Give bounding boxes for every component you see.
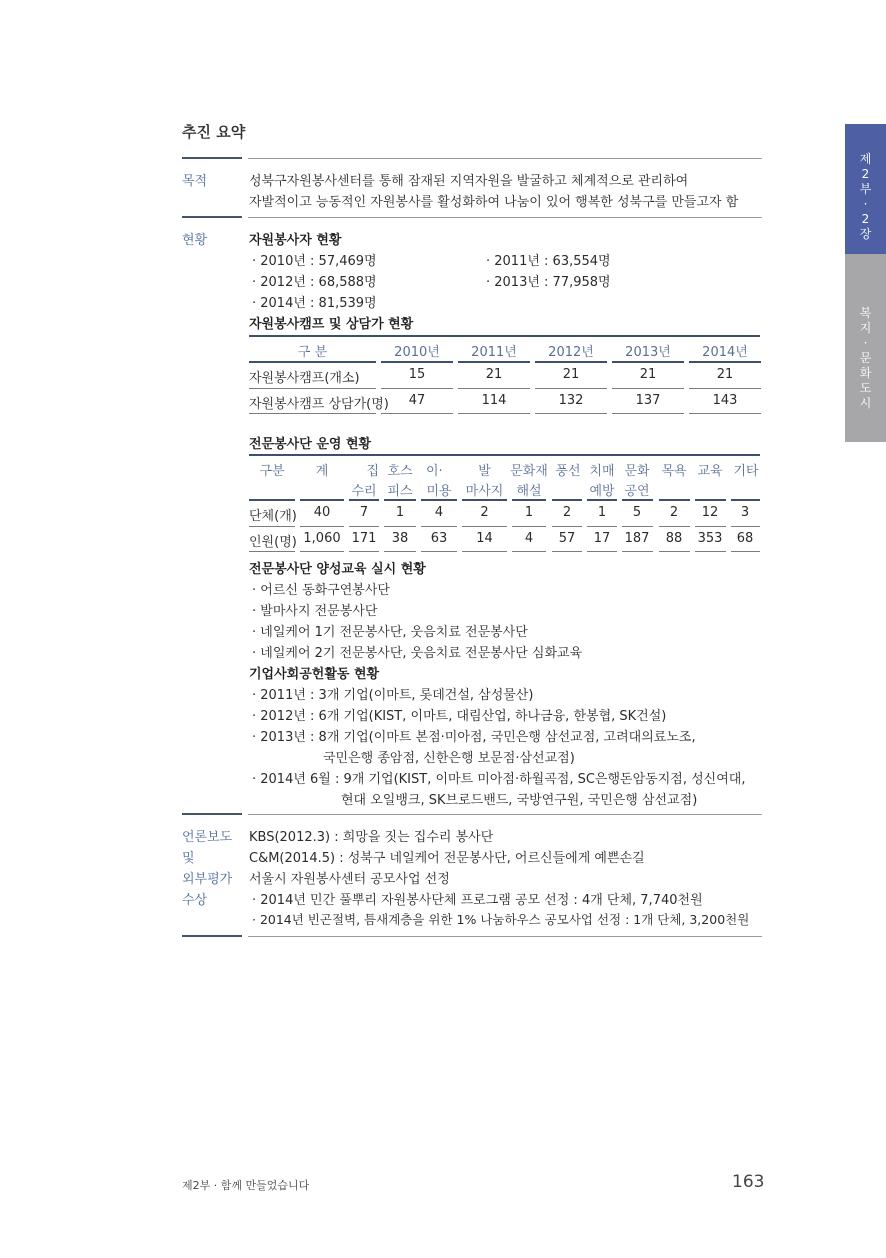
row-rule	[612, 413, 684, 414]
row-rule	[300, 551, 344, 552]
row-rule	[249, 388, 376, 389]
header-rule	[612, 361, 684, 363]
pro-header: 목욕	[661, 464, 687, 479]
pro-cell: 2	[562, 505, 572, 520]
camp-cell: 21	[562, 367, 580, 382]
pro-cell: 187	[624, 531, 650, 546]
camp-cell: 15	[408, 367, 426, 382]
row-rule	[249, 551, 295, 552]
header-rule	[249, 499, 295, 501]
page-number: 163	[732, 1172, 765, 1192]
row-rule	[300, 526, 344, 527]
pro-header-2: 예방	[589, 484, 615, 499]
press-label: 언론보도	[182, 830, 233, 845]
camp-cell: 21	[639, 367, 657, 382]
camp-cell: 21	[485, 367, 503, 382]
row-rule	[381, 388, 453, 389]
header-rule	[622, 499, 653, 501]
pro-cell: 353	[697, 531, 723, 546]
csr-item-cont: 현대 오일뱅크, SK브로드밴드, 국방연구원, 국민은행 삼선교점)	[341, 793, 698, 808]
pro-team-heading: 전문봉사단 운영 현황	[249, 437, 372, 452]
camp-cell: 137	[635, 393, 661, 408]
pro-header: 계	[315, 464, 329, 479]
pro-cell: 12	[701, 505, 719, 520]
pro-cell: 171	[351, 531, 377, 546]
pro-row-label: 단체(개)	[249, 509, 297, 524]
camp-header-cell: 구 분	[297, 345, 328, 360]
section-rule-label	[182, 216, 242, 218]
purpose-label: 목적	[182, 174, 208, 189]
pro-header: 집	[366, 464, 379, 479]
header-rule	[249, 361, 376, 363]
csr-heading: 기업사회공헌활동 현황	[249, 667, 380, 682]
page-title: 추진 요약	[182, 123, 246, 141]
row-rule	[587, 551, 617, 552]
pro-header-2: 피스	[387, 484, 413, 499]
row-rule	[349, 526, 379, 527]
row-rule	[458, 413, 530, 414]
education-item: · 네일케어 2기 전문봉사단, 웃음치료 전문봉사단 심화교육	[252, 646, 583, 661]
camp-header-cell: 2012년	[548, 345, 594, 360]
header-rule	[381, 361, 453, 363]
camp-header-cell: 2014년	[702, 345, 748, 360]
pro-cell: 1	[395, 505, 405, 520]
purpose-line-2: 자발적이고 능동적인 자원봉사를 활성화하여 나눔이 있어 행복한 성북구를 만들고자 함	[249, 195, 739, 210]
volunteer-stat: · 2013년 : 77,958명	[486, 275, 611, 290]
volunteer-stat: · 2012년 : 68,588명	[252, 275, 377, 290]
pro-header: 풍선	[555, 464, 581, 479]
pro-cell: 1	[597, 505, 607, 520]
header-rule	[552, 499, 582, 501]
pro-header-2: 공연	[624, 484, 650, 499]
row-rule	[535, 413, 607, 414]
pro-header: 치매	[589, 464, 615, 479]
pro-cell: 57	[558, 531, 576, 546]
section-rule-label	[182, 813, 242, 815]
row-rule	[622, 551, 653, 552]
row-rule	[731, 526, 760, 527]
press-label: 외부평가	[182, 872, 233, 887]
pro-cell: 2	[480, 505, 489, 520]
volunteer-stat: · 2014년 : 81,539명	[252, 296, 377, 311]
press-line: C&M(2014.5) : 성북구 네일케어 전문봉사단, 어르신들에게 예쁜손길	[249, 851, 645, 866]
section-rule-label	[182, 935, 242, 937]
row-rule	[552, 526, 582, 527]
pro-cell: 1,060	[303, 531, 341, 546]
row-rule	[612, 388, 684, 389]
status-label: 현황	[182, 233, 208, 248]
header-rule	[300, 499, 344, 501]
row-rule	[689, 388, 761, 389]
row-rule	[689, 413, 761, 414]
pro-header-2: 마사지	[465, 484, 504, 499]
header-rule	[349, 499, 379, 501]
press-label: 수상	[182, 893, 208, 908]
pro-cell: 5	[632, 505, 642, 520]
row-rule	[587, 526, 617, 527]
pro-cell: 17	[593, 531, 611, 546]
section-rule	[248, 217, 762, 218]
volunteer-stat: · 2010년 : 57,469명	[252, 254, 377, 269]
pro-header-2: 미용	[426, 484, 452, 499]
header-rule	[458, 361, 530, 363]
camp-table-top-rule	[249, 335, 760, 337]
camp-heading: 자원봉사캠프 및 상담가 현황	[249, 317, 414, 332]
csr-item: · 2013년 : 8개 기업(이마트 본점·미아점, 국민은행 삼선교점, 고려대의료노조,	[252, 730, 696, 745]
pro-header: 호스	[387, 464, 413, 479]
press-label: 및	[182, 851, 195, 866]
pro-cell: 2	[669, 505, 679, 520]
section-tab-label: 복 지 · 문 화 도 시	[859, 306, 872, 410]
section-rule	[248, 158, 762, 159]
chapter-tab-label: 제 2 부 · 2 장	[859, 152, 872, 241]
volunteer-stat: · 2011년 : 63,554명	[486, 254, 611, 269]
row-rule	[535, 388, 607, 389]
chapter-tab	[845, 124, 886, 254]
pro-cell: 40	[313, 505, 331, 520]
row-rule	[622, 526, 653, 527]
csr-item: · 2011년 : 3개 기업(이마트, 롯데건설, 삼성물산)	[252, 688, 534, 703]
row-rule	[249, 526, 295, 527]
header-rule	[689, 361, 761, 363]
press-line: 서울시 자원봉사센터 공모사업 선정	[249, 872, 450, 887]
camp-row-label: 자원봉사캠프(개소)	[249, 371, 360, 386]
row-rule	[512, 526, 546, 527]
purpose-line-1: 성북구자원봉사센터를 통해 잠재된 지역자원을 발굴하고 체계적으로 관리하여	[249, 174, 689, 189]
camp-header-cell: 2013년	[625, 345, 671, 360]
pro-cell: 38	[391, 531, 409, 546]
press-line: · 2014년 빈곤절벽, 틈새계층을 위한 1% 나눔하우스 공모사업 선정 : 1개 단체, 3,200천원	[252, 912, 750, 927]
row-rule	[349, 551, 379, 552]
header-rule	[462, 499, 507, 501]
row-rule	[731, 551, 760, 552]
pro-header-2: 수리	[351, 484, 377, 499]
pro-row-label: 인원(명)	[249, 535, 297, 550]
camp-row-label: 자원봉사캠프 상담가(명)	[249, 397, 389, 412]
row-rule	[695, 526, 726, 527]
row-rule	[249, 413, 376, 414]
row-rule	[421, 551, 457, 552]
pro-header-2: 해설	[516, 484, 542, 499]
header-rule	[659, 499, 690, 501]
header-rule	[384, 499, 416, 501]
pro-cell: 14	[476, 531, 493, 546]
row-rule	[381, 413, 453, 414]
pro-cell: 1	[524, 505, 534, 520]
pro-header: 발	[478, 464, 491, 479]
section-rule	[248, 936, 762, 937]
row-rule	[462, 551, 507, 552]
pro-cell: 63	[430, 531, 448, 546]
header-rule	[731, 499, 760, 501]
header-rule	[421, 499, 457, 501]
camp-cell: 21	[716, 367, 734, 382]
press-line: KBS(2012.3) : 희망을 짓는 집수리 봉사단	[249, 830, 494, 845]
education-heading: 전문봉사단 양성교육 실시 현황	[249, 562, 426, 577]
pro-cell: 88	[665, 531, 683, 546]
pro-cell: 7	[359, 505, 369, 520]
csr-item: · 2014년 6월 : 9개 기업(KIST, 이마트 미아점·하월곡점, SC은행돈암동지점, 성신여대,	[252, 772, 746, 787]
header-rule	[512, 499, 546, 501]
section-rule	[248, 814, 762, 815]
pro-header: 문화	[624, 464, 650, 479]
camp-cell: 114	[481, 393, 507, 408]
pro-cell: 4	[434, 505, 444, 520]
press-line: · 2014년 민간 풀뿌리 자원봉사단체 프로그램 공모 선정 : 4개 단체, 7,740천원	[252, 893, 703, 908]
row-rule	[695, 551, 726, 552]
csr-item: · 2012년 : 6개 기업(KIST, 이마트, 대림산업, 하나금융, 한봉협, SK건설)	[252, 709, 667, 724]
pro-cell: 3	[740, 505, 750, 520]
education-item: · 발마사지 전문봉사단	[252, 604, 378, 619]
row-rule	[421, 526, 457, 527]
row-rule	[512, 551, 546, 552]
pro-header: 기타	[733, 464, 759, 479]
row-rule	[384, 526, 416, 527]
camp-cell: 47	[408, 393, 426, 408]
row-rule	[659, 551, 690, 552]
education-item: · 어르신 동화구연봉사단	[252, 583, 390, 598]
camp-header-cell: 2010년	[394, 345, 440, 360]
row-rule	[462, 526, 507, 527]
volunteers-heading: 자원봉사자 현황	[249, 233, 342, 248]
row-rule	[458, 388, 530, 389]
education-item: · 네일케어 1기 전문봉사단, 웃음치료 전문봉사단	[252, 625, 528, 640]
pro-header: 구분	[259, 464, 285, 479]
header-rule	[535, 361, 607, 363]
footer-text: 제2부 · 함께 만들었습니다	[182, 1179, 310, 1192]
header-rule	[695, 499, 726, 501]
pro-cell: 4	[524, 531, 534, 546]
csr-item-cont: 국민은행 종암점, 신한은행 보문점·삼선교점)	[323, 751, 575, 766]
camp-cell: 143	[712, 393, 738, 408]
camp-cell: 132	[558, 393, 584, 408]
section-rule-label	[182, 157, 242, 159]
row-rule	[384, 551, 416, 552]
camp-header-cell: 2011년	[471, 345, 517, 360]
pro-cell: 68	[736, 531, 754, 546]
pro-header: 이·	[426, 464, 443, 479]
pro-table-top-rule	[249, 454, 760, 456]
section-tab	[845, 254, 886, 442]
row-rule	[659, 526, 690, 527]
pro-header: 문화재	[510, 464, 548, 479]
pro-header: 교육	[697, 464, 723, 479]
header-rule	[587, 499, 617, 501]
row-rule	[552, 551, 582, 552]
